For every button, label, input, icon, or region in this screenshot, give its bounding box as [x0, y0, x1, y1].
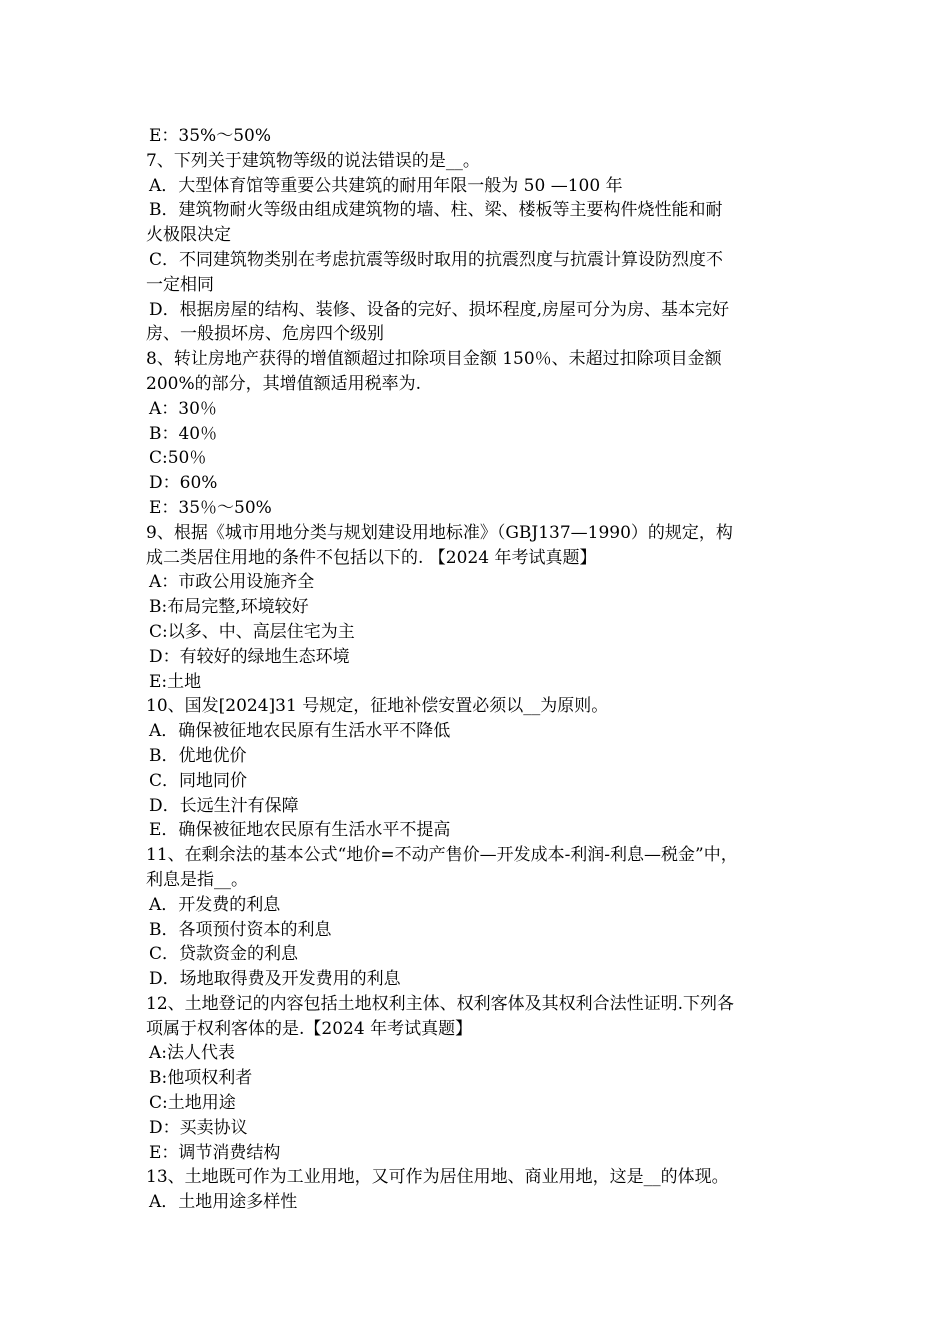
answer-option-line: B．建筑物耐火等级由组成建筑物的墙、柱、梁、楼板等主要构件烧性能和耐	[149, 200, 723, 221]
answer-option-line: E：调节消费结构	[149, 1142, 281, 1163]
answer-option-line: E:土地	[149, 671, 202, 692]
question-text-line: 房、一般损坏房、危房四个级别	[146, 324, 384, 345]
answer-option-line: A．大型体育馆等重要公共建筑的耐用年限一般为 50 —100 年	[149, 175, 623, 196]
question-text-line: 13、土地既可作为工业用地，又可作为居住用地、商业用地，这是__的体现。	[146, 1167, 729, 1188]
document-body	[146, 124, 818, 1215]
question-text-line: 项属于权利客体的是.【2024 年考试真题】	[146, 1018, 473, 1039]
answer-option-line: D：60%	[149, 473, 218, 494]
question-text-line: 11、在剩余法的基本公式“地价=不动产售价—开发成本-利润-利息—税金”中，	[146, 845, 738, 866]
answer-option-line: B．优地优价	[149, 745, 247, 766]
answer-option-line: A．确保被征地农民原有生活水平不降低	[149, 721, 451, 742]
question-text-line: 火极限决定	[146, 225, 231, 246]
answer-option-line: C．同地同价	[149, 770, 248, 791]
answer-option-line: C:以多、中、高层住宅为主	[149, 621, 355, 642]
answer-option-line: C．不同建筑物类别在考虑抗震等级时取用的抗震烈度与抗震计算设防烈度不	[149, 249, 724, 270]
answer-option-line: D．长远生汁有保障	[149, 795, 299, 816]
question-text-line: 7、下列关于建筑物等级的说法错误的是__。	[146, 150, 480, 171]
question-text-line: 一定相同	[146, 274, 214, 295]
question-text-line: 9、根据《城市用地分类与规划建设用地标准》（GBJ137—1990）的规定，构	[146, 522, 733, 543]
answer-option-line: D：买卖协议	[149, 1117, 248, 1138]
question-text-line: 200%的部分，其增值额适用税率为.	[146, 373, 422, 394]
question-text-line: 成二类居住用地的条件不包括以下的. 【2024 年考试真题】	[146, 547, 597, 568]
answer-option-line: D：有较好的绿地生态环境	[149, 646, 350, 667]
question-text-line: 利息是指__。	[146, 869, 248, 890]
answer-option-line: A:法人代表	[149, 1043, 236, 1064]
answer-option-line: A．开发费的利息	[149, 894, 281, 915]
answer-option-line: E：35％～50%	[149, 497, 272, 518]
answer-option-line: B：40％	[149, 423, 218, 444]
answer-option-line: D．根据房屋的结构、装修、设备的完好、损坏程度,房屋可分为房、基本完好	[149, 299, 730, 320]
question-text-line: 8、转让房地产获得的增值额超过扣除项目金额 150％、未超过扣除项目金额	[146, 349, 722, 370]
answer-option-line: C．贷款资金的利息	[149, 944, 299, 965]
question-text-line: 12、土地登记的内容包括土地权利主体、权利客体及其权利合法性证明.下列各	[146, 993, 735, 1014]
question-text-line: 10、国发[2024]31 号规定，征地补偿安置必须以__为原则。	[146, 696, 609, 717]
answer-option-line: B:他项权利者	[149, 1068, 253, 1089]
answer-option-line: C:50％	[149, 448, 207, 469]
answer-option-line: D．场地取得费及开发费用的利息	[149, 969, 401, 990]
answer-option-line: A：市政公用设施齐全	[149, 572, 315, 593]
answer-option-line: E：35%～50%	[149, 126, 271, 146]
answer-option-line: E．确保被征地农民原有生活水平不提高	[149, 820, 451, 841]
answer-option-line: B:布局完整,环境较好	[149, 597, 309, 618]
answer-option-line: A．土地用途多样性	[149, 1192, 298, 1213]
answer-option-line: C:土地用途	[149, 1093, 236, 1114]
answer-option-line: B．各项预付资本的利息	[149, 919, 332, 940]
answer-option-line: A：30％	[149, 398, 217, 419]
